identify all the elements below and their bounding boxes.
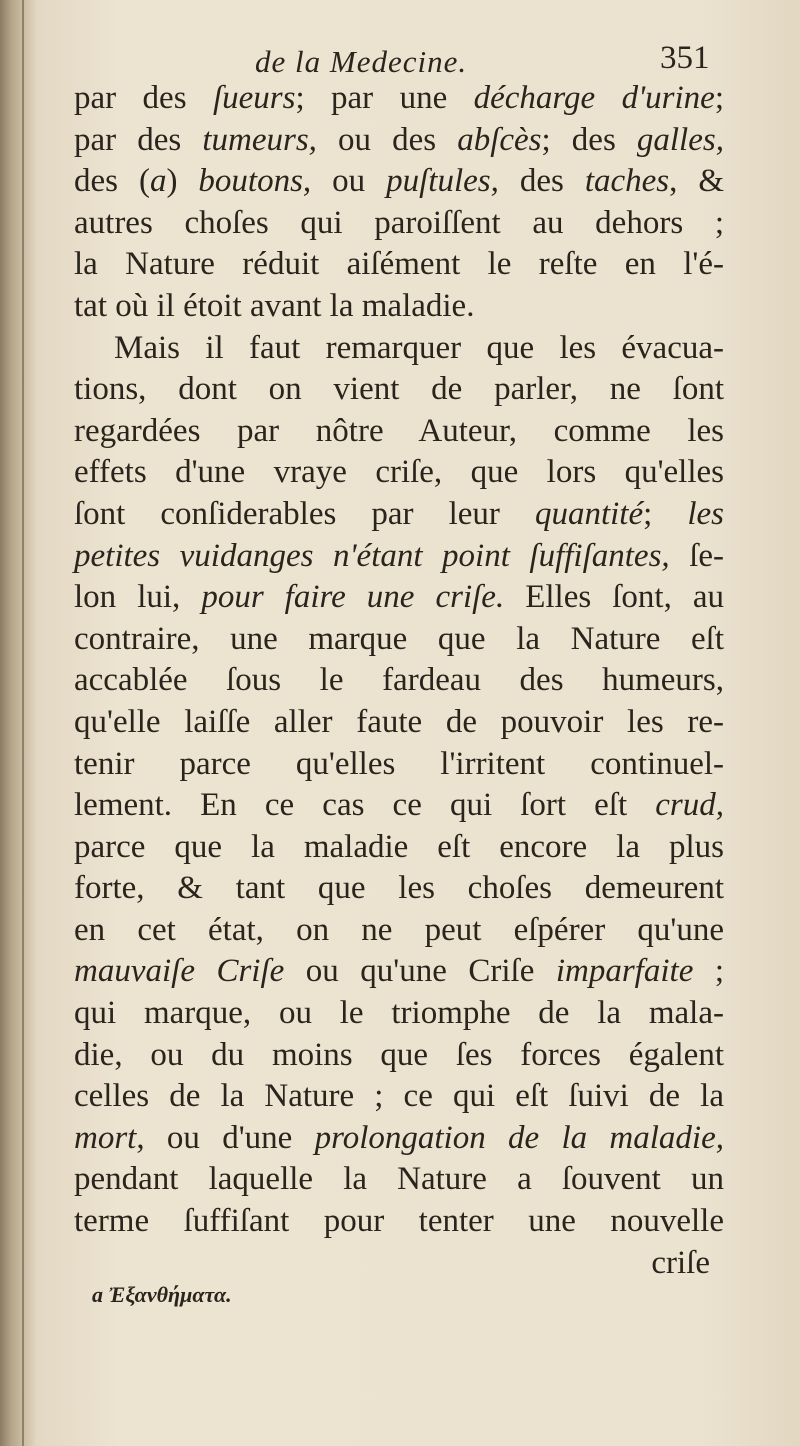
text-segment: ſont conſiderables par leur [74, 495, 535, 532]
text-line [74, 494, 724, 536]
text-segment: parce que la maladie eſt encore la plus [74, 828, 724, 865]
text-segment: criſe [651, 1244, 710, 1281]
italic-segment: puſtules, [386, 163, 499, 200]
text-segment: terme ſuffiſant pour tenter une nouvelle [74, 1203, 724, 1240]
text-segment: ou des [316, 121, 458, 158]
text-line [74, 536, 724, 578]
text-segment: qui marque, ou le triomphe de la mala- [74, 995, 724, 1032]
text-segment: Mais il faut remarquer que les évacua- [114, 329, 724, 366]
text-line [74, 328, 724, 370]
text-segment: ; [643, 495, 688, 532]
text-line [74, 868, 724, 910]
text-line [74, 785, 724, 827]
text-segment: pendant laquelle la Nature a ſouvent un [74, 1161, 724, 1198]
italic-segment: ſueurs [212, 80, 296, 116]
text-segment: lon lui, [74, 579, 202, 616]
gutter-edge [22, 0, 24, 1446]
text-line [74, 744, 724, 786]
text-line [74, 1035, 724, 1077]
text-segment: autres choſes qui paroiſſent au dehors ; [74, 204, 724, 241]
text-segment: celles de la Nature ; ce qui eſt ſuivi de la [74, 1078, 724, 1115]
text-segment: qu'elle laiſſe aller faute de pouvoir les re- [74, 703, 724, 740]
text-segment: effets d'une vraye criſe, que lors qu'elles [74, 454, 724, 491]
italic-segment: galles, [636, 121, 724, 158]
text-segment: par des [74, 121, 203, 158]
text-segment: tions, dont on vient de parler, ne ſont [74, 371, 724, 408]
italic-segment: imparfaite [555, 953, 694, 990]
text-segment: ; des [541, 121, 637, 158]
text-segment: Elles ſont, au [504, 579, 724, 616]
text-segment: ; [693, 953, 725, 990]
italic-segment: a [149, 163, 167, 200]
italic-segment: taches [584, 163, 670, 200]
text-line [74, 452, 724, 494]
page-number: 351 [660, 40, 710, 76]
italic-segment: quantité [534, 495, 644, 532]
text-segment: ; [714, 80, 724, 116]
italic-segment: mort [74, 1119, 137, 1156]
text-line [74, 619, 724, 661]
text-line [74, 993, 724, 1035]
text-segment: ou [311, 163, 387, 200]
text-segment: ; par une [295, 80, 474, 116]
text-line [74, 1201, 724, 1243]
text-segment: tat où il étoit avant la maladie. [74, 287, 475, 324]
catchword [74, 1243, 724, 1285]
text-line [74, 161, 724, 203]
text-line [74, 244, 724, 286]
text-line [74, 78, 724, 120]
running-title: de la Medecine. [255, 44, 468, 79]
text-segment: la Nature réduit aiſément le reſte en l'é- [74, 246, 724, 283]
text-segment: lement. En ce cas ce qui ſort eſt [74, 787, 656, 824]
text-line [74, 369, 724, 411]
italic-segment: mauvaiſe Criſe [74, 953, 285, 990]
italic-segment: les [687, 495, 725, 532]
text-line [74, 1076, 724, 1118]
text-line [74, 951, 724, 993]
text-line [74, 660, 724, 702]
text-segment: tenir parce qu'elles l'irritent continuel- [74, 745, 724, 782]
text-line [74, 910, 724, 952]
text-line [74, 702, 724, 744]
text-line [74, 203, 724, 245]
text-segment: contraire, une marque que la Nature eſt [74, 620, 724, 657]
text-line [74, 411, 724, 453]
text-line [74, 577, 724, 619]
text-segment: des [498, 163, 585, 200]
text-line [74, 1118, 724, 1160]
text-segment: en cet état, on ne peut eſpérer qu'une [74, 911, 724, 948]
italic-segment: tumeurs, [202, 121, 317, 158]
text-line [74, 827, 724, 869]
italic-segment: crud, [655, 787, 724, 824]
text-segment: , & [669, 163, 725, 200]
italic-segment: abſcès [457, 121, 542, 158]
text-segment: des ( [74, 163, 150, 200]
text-line [74, 286, 724, 328]
running-head [0, 38, 800, 78]
italic-segment: boutons, [198, 163, 312, 200]
text-segment: ſe- [669, 537, 724, 574]
text-segment: accablée ſous le fardeau des humeurs, [74, 662, 724, 699]
italic-segment: prolongation de la maladie, [314, 1119, 724, 1156]
italic-segment: pour faire une criſe. [201, 579, 505, 616]
text-segment: forte, & tant que les choſes demeurent [74, 870, 724, 907]
text-segment: ou qu'une Criſe [284, 953, 556, 990]
text-segment: regardées par nôtre Auteur, comme les [74, 412, 724, 449]
italic-segment: décharge d'urine [473, 80, 715, 116]
text-segment: die, ou du moins que ſes forces égalent [74, 1036, 724, 1073]
body-text [74, 78, 724, 1284]
text-segment: , ou d'une [136, 1119, 315, 1156]
text-line [74, 120, 724, 162]
footnote: a Ἐξανθήματα. [92, 1282, 232, 1307]
book-gutter [0, 0, 36, 1446]
italic-segment: petites vuidanges n'étant point ſuffiſantes, [74, 537, 670, 574]
text-segment: par des [74, 80, 213, 116]
text-line [74, 1159, 724, 1201]
text-segment: ) [166, 163, 199, 200]
